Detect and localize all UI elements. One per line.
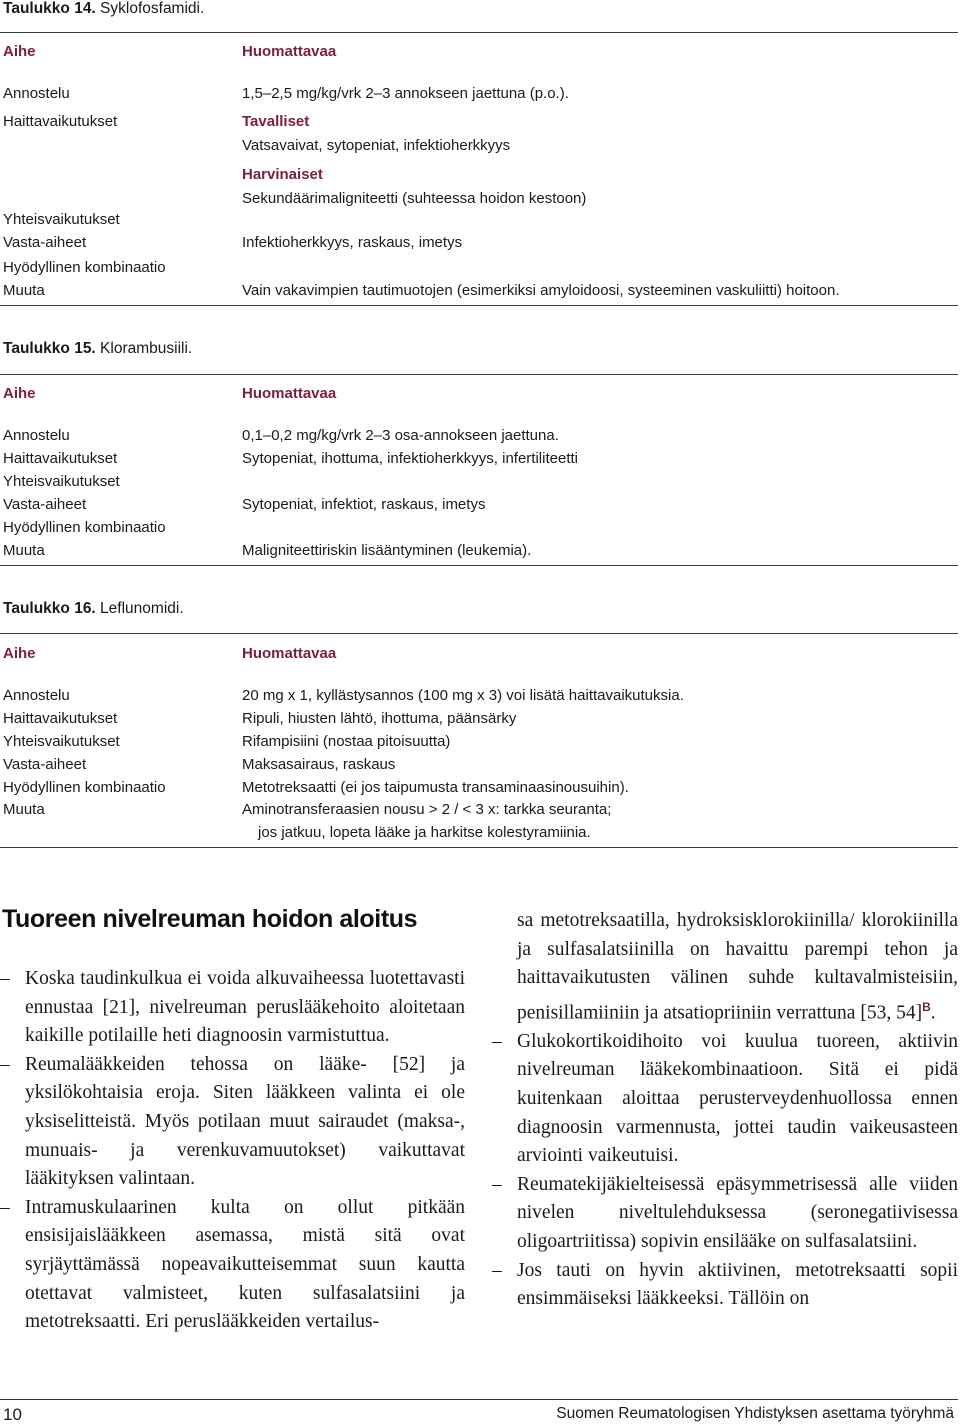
- article-column-left: [0, 965, 465, 1337]
- table14-label-combination: Hyödyllinen kombinaatio: [3, 259, 166, 276]
- bullet-dash: –: [0, 1053, 10, 1075]
- table14-header-topic: Aihe: [3, 43, 36, 60]
- table15-dosing: 0,1–0,2 mg/kg/vrk 2–3 osa-annokseen jaettuna.: [242, 427, 559, 444]
- table14-other: Vain vakavimpien tautimuotojen (esimerkiksi amyloidoosi, systeeminen vaskuliitti) hoitoon.: [242, 282, 840, 299]
- table14-label-contraindications: Vasta-aiheet: [3, 234, 87, 251]
- article-paragraph: – Reumalääkkeiden tehossa on lääke- [52] ja yksilökohtaisia eroja. Siten lääkkeen valinta ei ole yksiselitteistä. Myös potilaan muut sairaudet (maksa-, munuais- ja verenkuvamuutokset) vaikuttavat lääkityksen valintaan.: [0, 1051, 465, 1194]
- table16-top-rule: [0, 633, 958, 634]
- table15-header-topic: Aihe: [3, 385, 36, 402]
- table14-rare-title: Harvinaiset: [242, 166, 323, 183]
- table14-label-dosing: Annostelu: [3, 85, 70, 102]
- table14-top-rule: [0, 32, 958, 33]
- table14-common-text: Vatsavaivat, sytopeniat, infektioherkkyys: [242, 137, 511, 154]
- table16-label-interactions: Yhteisvaikutukset: [3, 733, 120, 750]
- table16-contraindications: Maksasairaus, raskaus: [242, 756, 396, 773]
- table15-caption: Taulukko 15. Klorambusiili.: [3, 340, 193, 357]
- table14-label-other: Muuta: [3, 282, 45, 299]
- table15-label-other: Muuta: [3, 542, 45, 559]
- table15-other: Maligniteettiriskin lisääntyminen (leukemia).: [242, 542, 532, 559]
- table16-header-notes: Huomattavaa: [242, 645, 337, 662]
- article-column-right: [492, 907, 958, 1314]
- page-number: 10: [3, 1405, 22, 1424]
- footer-publisher: Suomen Reumatologisen Yhdistyksen asettama työryhmä: [556, 1405, 954, 1422]
- table16-label-adverse: Haittavaikutukset: [3, 710, 118, 727]
- table14-common-title: Tavalliset: [242, 113, 310, 130]
- table16-bottom-rule: [0, 847, 958, 848]
- table15-adverse: Sytopeniat, ihottuma, infektioherkkyys, infertiliteetti: [242, 450, 578, 467]
- table14-label-interactions: Yhteisvaikutukset: [3, 211, 120, 228]
- table15-label-adverse: Haittavaikutukset: [3, 450, 118, 467]
- table16-other-line1: Aminotransferaasien nousu > 2 / < 3 x: tarkka seuranta;: [242, 801, 612, 818]
- table14-contraindications: Infektioherkkyys, raskaus, imetys: [242, 234, 463, 251]
- table16-dosing: 20 mg x 1, kyllästysannos (100 mg x 3) voi lisätä haittavaikutuksia.: [242, 687, 684, 704]
- bullet-dash: –: [492, 1173, 502, 1195]
- article-paragraph: – Jos tauti on hyvin aktiivinen, metotreksaatti sopii ensimmäiseksi lääkkeeksi. Tällöin on: [492, 1257, 958, 1314]
- article-paragraph: – Intramuskulaarinen kulta on ollut pitkään ensisijaislääkkeen asemassa, mistä sitä ovat syrjäyttämässä nopeavaikutteisemmat suun kautta otettavat valmisteet, kuten sulfasalatsiini ja metotreksaatti. Eri peruslääkkeiden vertailus-: [0, 1194, 465, 1337]
- table15-header-notes: Huomattavaa: [242, 385, 337, 402]
- table14-dosing: 1,5–2,5 mg/kg/vrk 2–3 annokseen jaettuna (p.o.).: [242, 85, 569, 102]
- bullet-dash: –: [0, 968, 10, 989]
- table16-header-topic: Aihe: [3, 645, 36, 662]
- table16-caption: Taulukko 16. Leflunomidi.: [3, 600, 184, 617]
- evidence-level-badge: B: [922, 999, 931, 1014]
- table15-label-contraindications: Vasta-aiheet: [3, 496, 87, 513]
- table14-label-adverse: Haittavaikutukset: [3, 113, 118, 130]
- table16-label-combination: Hyödyllinen kombinaatio: [3, 779, 166, 796]
- article-paragraph-continued: sa metotreksaatilla, hydroksisklorokiinilla/ klorokiinilla ja sulfasalatsiinilla on havaittu parempi tehon ja haittavaikutusten välinen suhde kultavalmisteisiin, penisillamiiniin ja atsatiopriiniin verrattuna [53, 54]$^B$.: [517, 910, 958, 1024]
- article-paragraph: – Glukokortikoidihoito voi kuulua tuoreen, aktiivin nivelreuman lääkekombinaatioon. Sitä ei pidä kuitenkaan aloittaa perusterveydenhuollossa ennen diagnoosin varmennusta, jottei taudin vaikeusasteen arviointi vaikeutuisi.: [492, 1028, 958, 1171]
- article-paragraph: – Reumatekijäkielteisessä epäsymmetrisessä alle viiden nivelen niveltulehduksessa (seronegatiivisessa oligoartriitissa) sopivin ensilääke on sulfasalatsiini.: [492, 1171, 958, 1257]
- table15-contraindications: Sytopeniat, infektiot, raskaus, imetys: [242, 496, 486, 513]
- table16-combination: Metotreksaatti (ei jos taipumusta transaminaasinousuihin).: [242, 779, 629, 796]
- table15-label-interactions: Yhteisvaikutukset: [3, 473, 120, 490]
- article-heading: Tuoreen nivelreuman hoidon aloitus: [2, 905, 418, 933]
- table16-label-other: Muuta: [3, 801, 45, 818]
- table15-bottom-rule: [0, 565, 958, 566]
- footer-rule: [0, 1399, 958, 1400]
- table15-label-dosing: Annostelu: [3, 427, 70, 444]
- article-paragraph: – Koska taudinkulkua ei voida alkuvaiheessa luotettavasti ennustaa [21], nivelreuman peruslääkehoito aloitetaan kaikille potilaille heti diagnoosin varmistuttua.: [0, 965, 465, 1051]
- bullet-dash: –: [0, 1196, 10, 1218]
- table14-header-notes: Huomattavaa: [242, 43, 337, 60]
- bullet-dash: –: [492, 1030, 502, 1052]
- table16-other-line2: jos jatkuu, lopeta lääke ja harkitse kolestyramiinia.: [258, 824, 591, 841]
- table16-interactions: Rifampisiini (nostaa pitoisuutta): [242, 733, 451, 750]
- table15-top-rule: [0, 374, 958, 375]
- bullet-dash: –: [492, 1259, 502, 1281]
- table14-rare-text: Sekundäärimaligniteetti (suhteessa hoidon kestoon): [242, 190, 587, 207]
- table14-bottom-rule: [0, 305, 958, 306]
- table15-label-combination: Hyödyllinen kombinaatio: [3, 519, 166, 536]
- table16-adverse: Ripuli, hiusten lähtö, ihottuma, päänsärky: [242, 710, 517, 727]
- table16-label-contraindications: Vasta-aiheet: [3, 756, 87, 773]
- table16-label-dosing: Annostelu: [3, 687, 70, 704]
- table14-caption: Taulukko 14. Syklofosfamidi.: [3, 0, 205, 17]
